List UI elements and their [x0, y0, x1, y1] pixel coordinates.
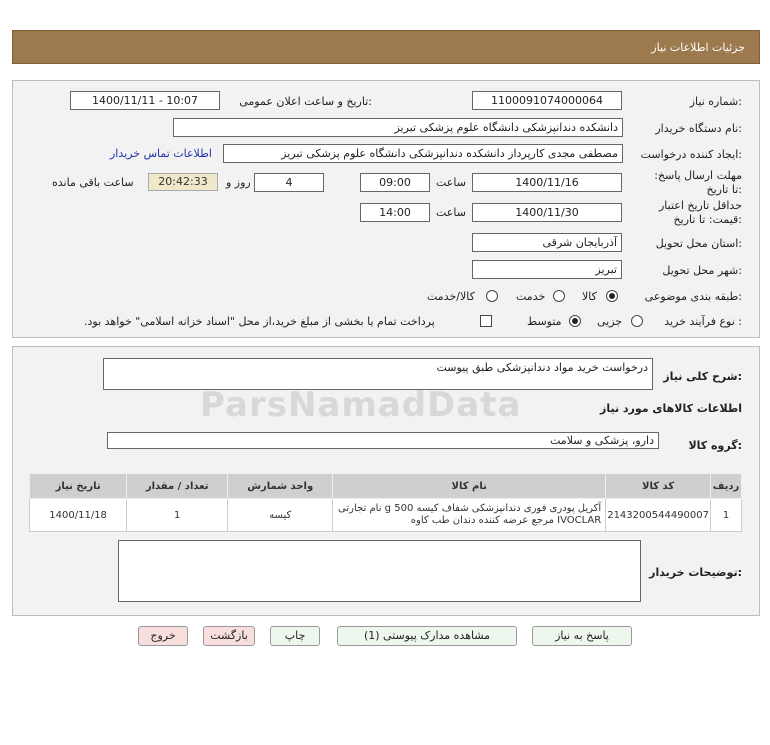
payment-note: پرداخت تمام یا بخشی از مبلغ خرید،از محل "اسناد خزانه اسلامی" خواهد بود.	[84, 315, 435, 328]
category-radio-goods-service[interactable]	[486, 290, 498, 302]
city-field: تبریز	[472, 260, 622, 279]
goods-group-field: دارو، پزشکی و سلامت	[107, 432, 659, 449]
col-date: تاریخ نیاز	[30, 474, 127, 499]
goods-table	[29, 473, 742, 532]
process-option-medium: متوسط	[527, 315, 562, 328]
price-date-field: 1400/11/30	[472, 203, 622, 222]
price-time-field: 14:00	[360, 203, 430, 222]
cell-date: 1400/11/18	[30, 499, 127, 532]
reply-time-label: ساعت	[436, 176, 466, 189]
table-row	[30, 499, 742, 532]
need-number-label: شماره نیاز:	[689, 95, 742, 108]
buyer-contact-link[interactable]: اطلاعات تماس خریدار	[110, 147, 212, 160]
category-label: طبقه بندی موضوعی:	[644, 290, 742, 303]
treasury-payment-checkbox[interactable]	[480, 315, 492, 327]
category-option-goods: کالا	[582, 290, 597, 303]
province-label: استان محل تحویل:	[655, 237, 742, 250]
reply-button[interactable]: پاسخ به نیاز	[532, 626, 632, 646]
price-validity-label: حداقل تاریخ اعتبار قیمت: تا تاریخ:	[658, 199, 742, 226]
col-name: نام کالا	[333, 474, 606, 499]
buyer-notes-field	[118, 540, 641, 602]
requester-label: ایجاد کننده درخواست:	[640, 148, 742, 161]
cell-unit: کیسه	[228, 499, 333, 532]
process-label: نوع فرآیند خرید :	[664, 315, 742, 328]
col-qty: تعداد / مقدار	[127, 474, 228, 499]
description-field: درخواست خرید مواد دندانپزشکی طبق پیوست	[103, 358, 653, 390]
reply-time-field: 09:00	[360, 173, 430, 192]
days-label: روز و	[226, 176, 251, 189]
city-label: شهر محل تحویل:	[662, 264, 742, 277]
remaining-time-field: 20:42:33	[148, 173, 218, 191]
reply-deadline-label: مهلت ارسال پاسخ: تا تاریخ:	[654, 169, 742, 196]
process-radio-minor[interactable]	[631, 315, 643, 327]
reply-date-field: 1400/11/16	[472, 173, 622, 192]
goods-group-label: گروه کالا:	[688, 439, 742, 452]
page-title: جزئیات اطلاعات نیاز	[651, 41, 745, 54]
category-option-goods-service: کالا/خدمت	[427, 290, 475, 303]
process-radio-medium[interactable]	[569, 315, 581, 327]
days-field: 4	[254, 173, 324, 192]
cell-qty: 1	[127, 499, 228, 532]
exit-button[interactable]: خروج	[138, 626, 188, 646]
buyer-notes-label: توضیحات خریدار:	[649, 566, 742, 579]
cell-name: آکریل پودری فوری دندانپزشکی شفاف کیسه 500 g نام تجارتی IVOCLAR مرجع عرضه کننده دندان طب کاوه	[333, 499, 606, 532]
view-attachments-button[interactable]: مشاهده مدارک پیوستی (1)	[337, 626, 517, 646]
col-row: ردیف	[711, 474, 742, 499]
remaining-label: ساعت باقی مانده	[52, 176, 134, 189]
page-header	[12, 30, 760, 64]
province-field: آذربایجان شرقی	[472, 233, 622, 252]
price-time-label: ساعت	[436, 206, 466, 219]
cell-row: 1	[711, 499, 742, 532]
category-radio-goods[interactable]	[606, 290, 618, 302]
watermark: ParsNamadData	[200, 385, 522, 425]
col-unit: واحد شمارش	[228, 474, 333, 499]
announce-label: تاریخ و ساعت اعلان عمومی:	[239, 95, 372, 108]
category-radio-service[interactable]	[553, 290, 565, 302]
process-option-minor: جزیی	[597, 315, 623, 328]
print-button[interactable]: چاپ	[270, 626, 320, 646]
goods-table-header	[30, 474, 742, 499]
cell-code: 2143200544490007	[606, 499, 711, 532]
buyer-org-label: نام دستگاه خریدار:	[655, 122, 742, 135]
announce-field: 1400/11/11 - 10:07	[70, 91, 220, 110]
description-label: شرح کلی نیاز:	[663, 370, 742, 383]
back-button[interactable]: بازگشت	[203, 626, 255, 646]
requester-field: مصطفی مجدی کارپرداز دانشکده دندانپزشکی دانشگاه علوم پزشکی تبریز	[223, 144, 623, 163]
col-code: کد کالا	[606, 474, 711, 499]
category-option-service: خدمت	[516, 290, 546, 303]
need-number-field: 1100091074000064	[472, 91, 622, 110]
goods-section-title: اطلاعات کالاهای مورد نیاز	[600, 402, 742, 415]
buyer-org-field: دانشکده دندانپزشکی دانشگاه علوم پزشکی تبریز	[173, 118, 623, 137]
